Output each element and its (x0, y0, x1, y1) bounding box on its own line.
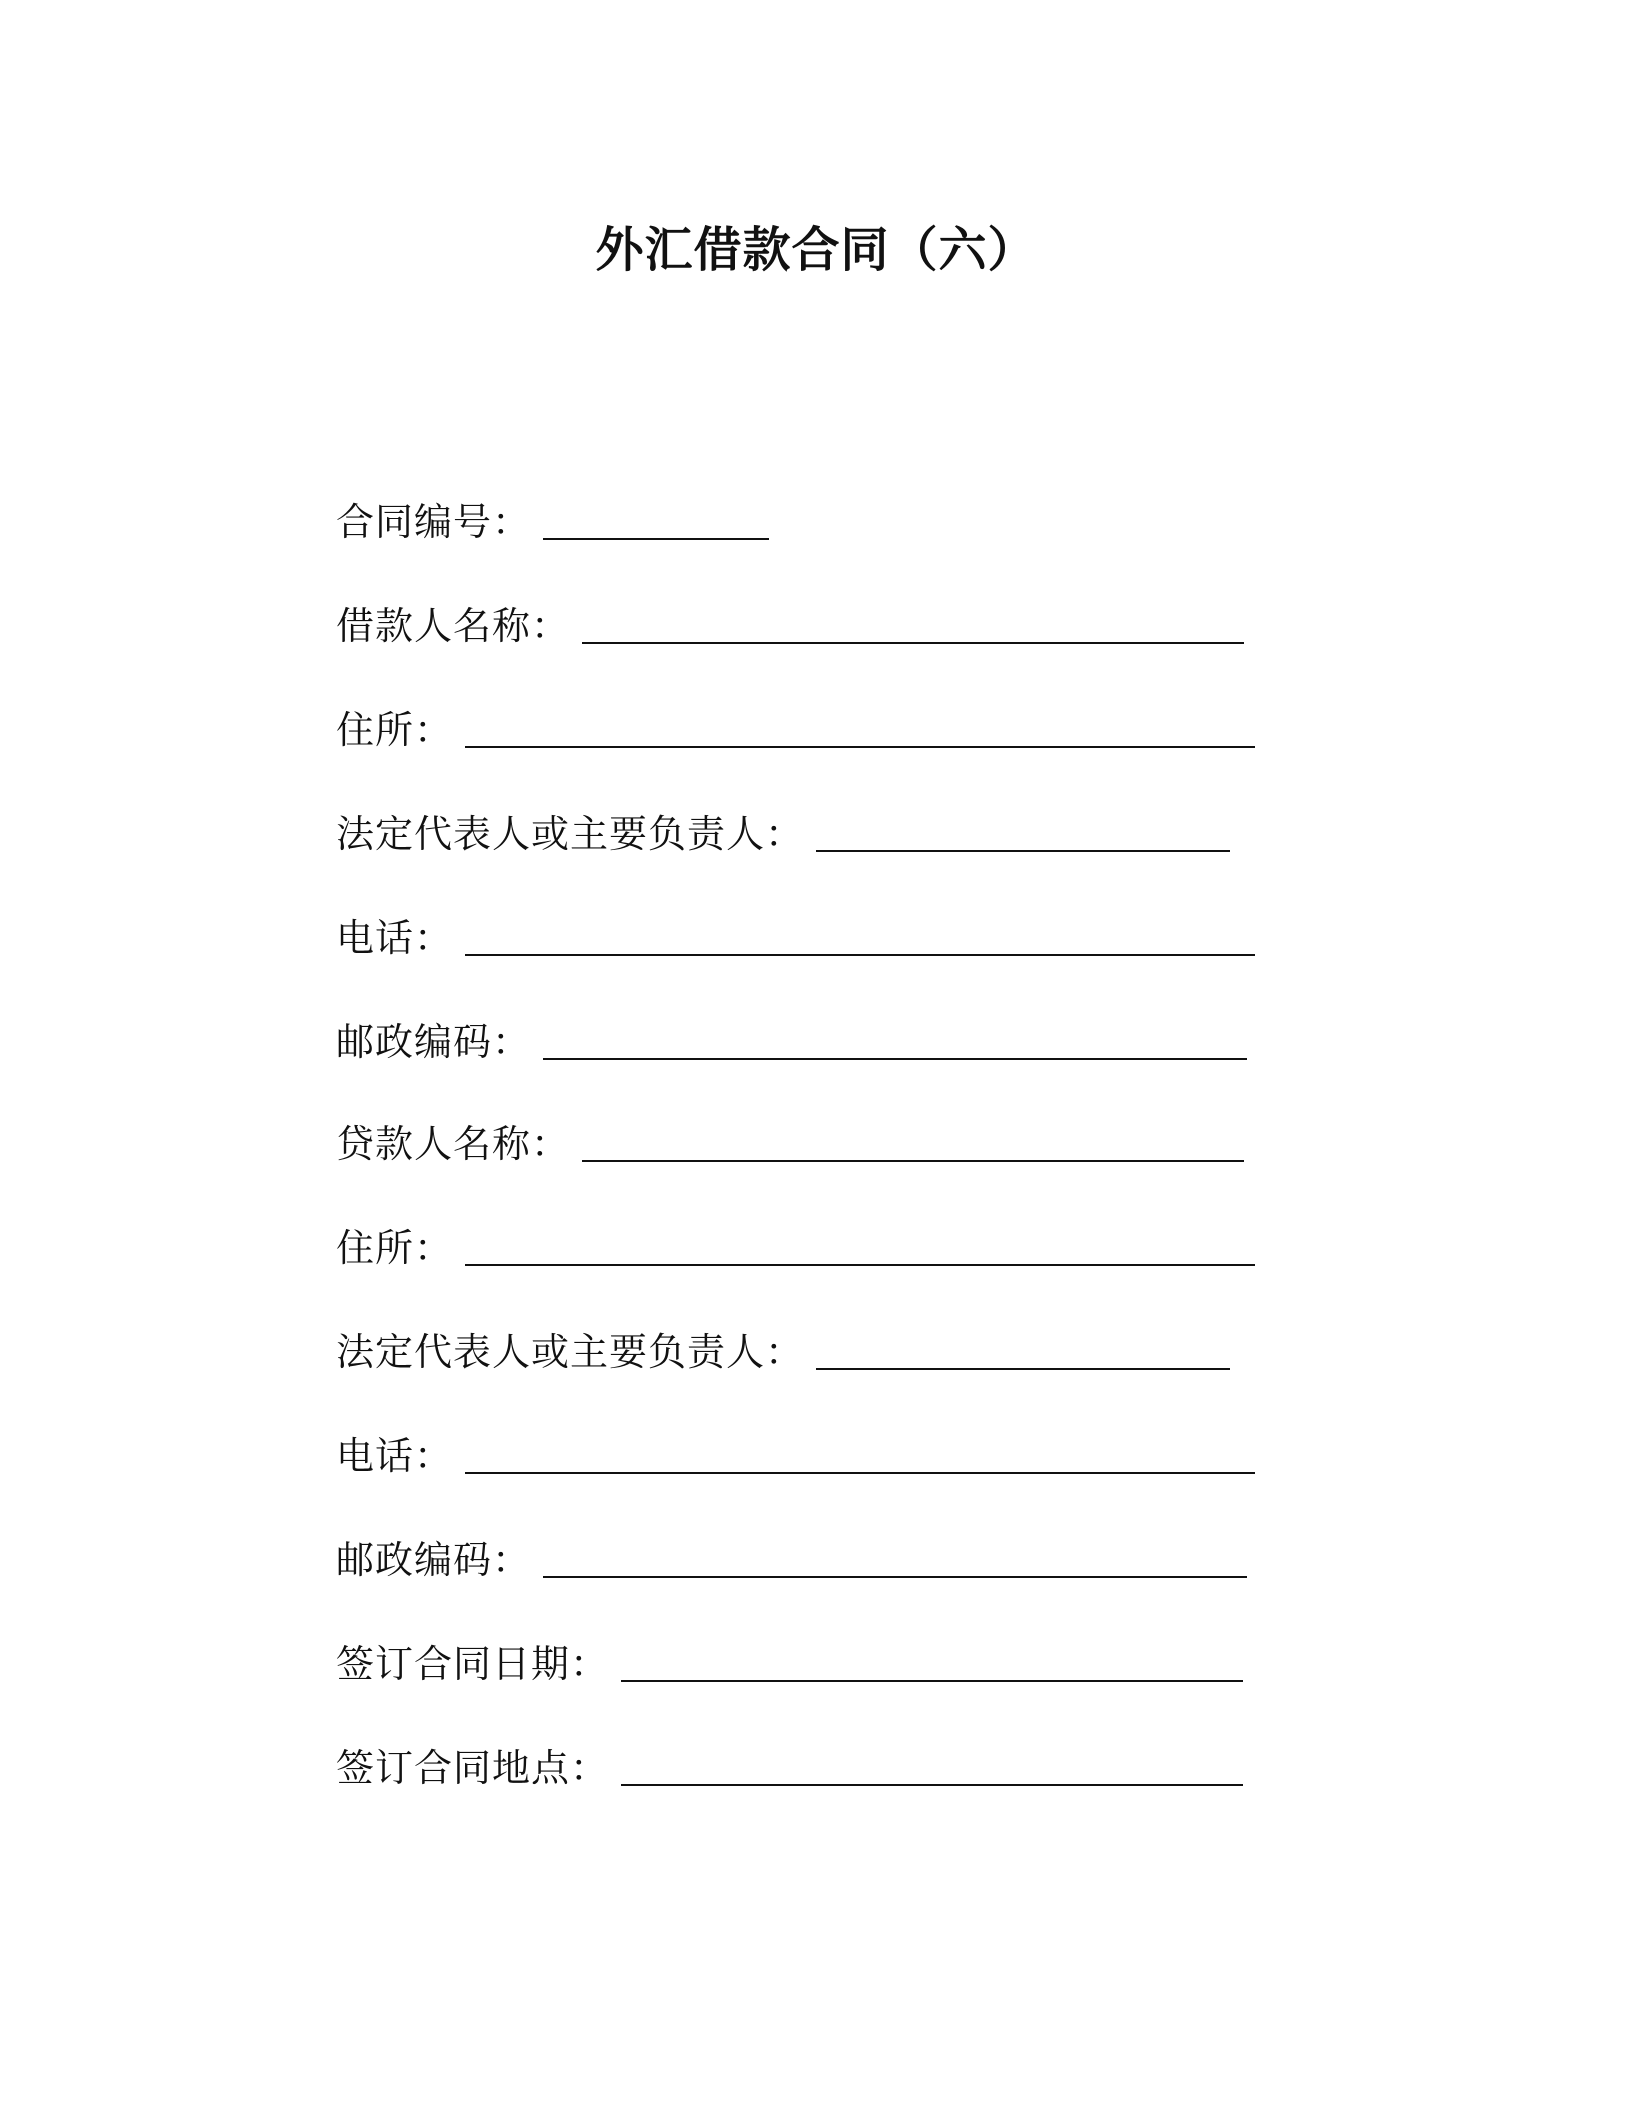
fill-in-blank[interactable] (465, 1264, 1255, 1266)
field-borrower-phone (336, 912, 1255, 964)
field-borrower-address (336, 704, 1255, 756)
fill-in-blank[interactable] (543, 1058, 1247, 1060)
page-title: 外汇借款合同（六） (595, 222, 1037, 278)
fill-in-blank[interactable] (582, 642, 1244, 644)
field-borrower-legal-rep (336, 808, 1230, 860)
field-signing-date (336, 1638, 1243, 1690)
fill-in-blank[interactable] (465, 954, 1255, 956)
field-contract-number (336, 496, 769, 548)
fill-in-blank[interactable] (621, 1680, 1243, 1682)
field-label: 住所： (336, 708, 454, 752)
fill-in-blank[interactable] (543, 1576, 1247, 1578)
field-label: 法定代表人或主要负责人： (336, 812, 805, 856)
fill-in-blank[interactable] (816, 850, 1230, 852)
fill-in-blank[interactable] (816, 1368, 1230, 1370)
field-lender-postcode (336, 1534, 1247, 1586)
field-label: 住所： (336, 1226, 454, 1270)
fill-in-blank[interactable] (465, 746, 1255, 748)
field-label: 借款人名称： (336, 604, 571, 648)
field-lender-legal-rep (336, 1326, 1230, 1378)
field-borrower-name (336, 600, 1244, 652)
field-borrower-postcode (336, 1016, 1247, 1068)
field-label: 签订合同日期： (336, 1642, 610, 1686)
field-label: 合同编号： (336, 500, 532, 544)
field-label: 签订合同地点： (336, 1746, 610, 1790)
field-label: 电话： (336, 1434, 454, 1478)
field-lender-name (336, 1118, 1244, 1170)
field-label: 邮政编码： (336, 1020, 532, 1064)
field-label: 邮政编码： (336, 1538, 532, 1582)
field-signing-place (336, 1742, 1243, 1794)
field-lender-address (336, 1222, 1255, 1274)
field-label: 法定代表人或主要负责人： (336, 1330, 805, 1374)
fill-in-blank[interactable] (582, 1160, 1244, 1162)
fill-in-blank[interactable] (465, 1472, 1255, 1474)
fill-in-blank[interactable] (621, 1784, 1243, 1786)
field-label: 电话： (336, 916, 454, 960)
field-label: 贷款人名称： (336, 1122, 571, 1166)
field-lender-phone (336, 1430, 1255, 1482)
fill-in-blank[interactable] (543, 538, 769, 540)
